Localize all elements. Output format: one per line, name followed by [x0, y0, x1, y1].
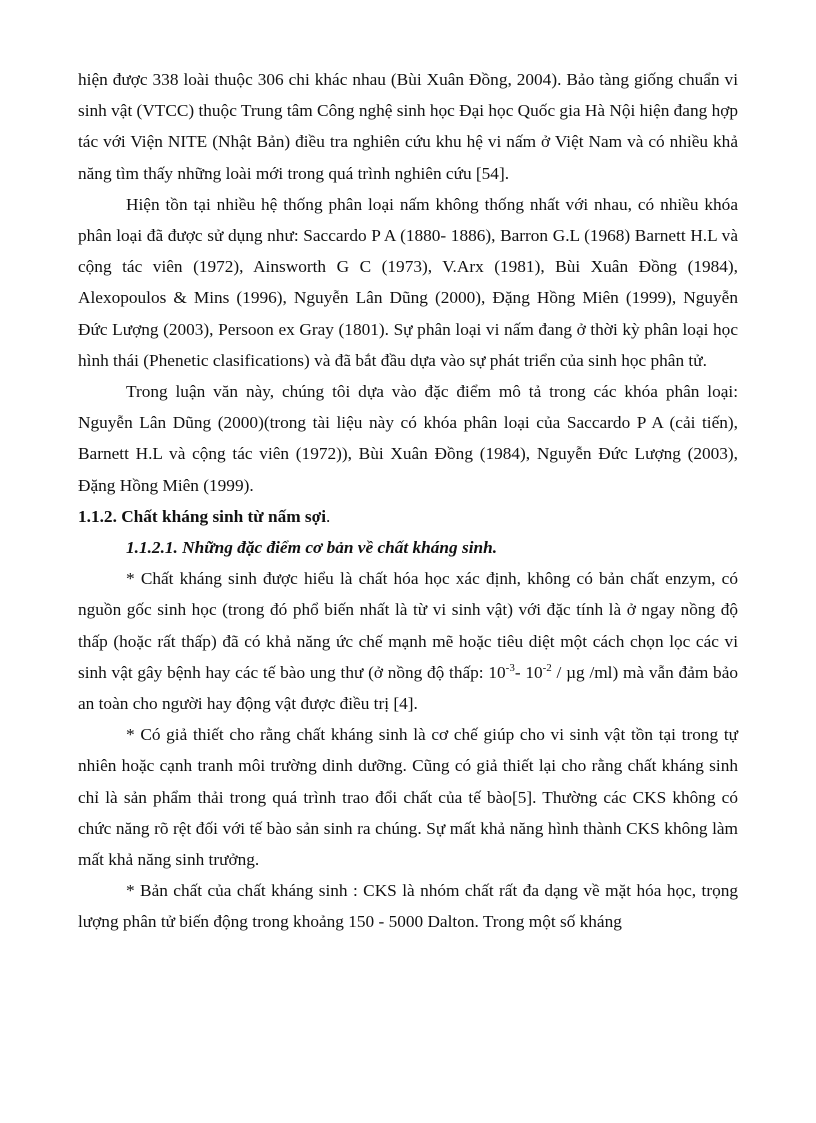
section-heading [78, 501, 738, 532]
document-page [78, 64, 738, 938]
paragraph-4-text-a: * Chất kháng sinh được hiểu là chất hóa học xác định, không có bản chất enzym, có nguồn gốc sinh học (trong đó phổ biến nhất là từ vi sinh vật) với đặc tính là ở ngay nồng độ thấp (hoặc rất thấp) đã có khả năng ức chế mạnh mẽ hoặc tiêu diệt một cách chọn lọc các vi sinh vật gây bệnh hay các tế bào ung thư (ở nồng độ thấp: 10 [78, 569, 738, 682]
paragraph-4-text-c: / µg /ml) mà vẫn đảm bảo an toàn cho người hay động vật được điều trị [4]. [78, 662, 739, 714]
paragraph-2: Hiện tồn tại nhiều hệ thống phân loại nấm không thống nhất với nhau, có nhiều khóa phân loại đã được sử dụng như: Saccardo P A (1880- 1886), Barron G.L (1968) Barnett H.L và cộng tác viên (1972), Ainsworth G C (1973), V.Arx (1981), Bùi Xuân Đồng (1984), Alexopoulos & Mins (1996), Nguyễn Lân Dũng (2000), Đặng Hồng Miên (1999), Nguyễn Đức Lượng (2003), Persoon ex Gray (1801). Sự phân loại vi nấm đang ở thời kỳ phân loại học hình thái (Phenetic clasifications) và đã bắt đầu dựa vào sự phát triển của sinh học phân tử. [78, 194, 738, 370]
exponent-2: -2 [542, 662, 552, 675]
paragraph-6: * Bản chất của chất kháng sinh : CKS là nhóm chất rất đa dạng về mặt hóa học, trọng lượng phân tử biến động trong khoảng 150 - 5000 Dalton. Trong một số kháng [78, 881, 738, 932]
paragraph-5: * Có giả thiết cho rằng chất kháng sinh là cơ chế giúp cho vi sinh vật tồn tại trong tự nhiên hoặc cạnh tranh môi trường dinh dưỡng. Cũng có giả thiết lại cho rằng chất kháng sinh chỉ là sản phẩm thải trong quá trình trao đổi chất của tế bào[5]. Thường các CKS không có chức năng rõ rệt đối với tế bào sản sinh ra chúng. Sự mất khả năng hình thành CKS không làm mất khả năng sinh trưởng. [78, 725, 738, 870]
exponent-1: -3 [505, 662, 515, 675]
paragraph-4-text-b: - 10 [514, 662, 543, 682]
subsection-heading: 1.1.2.1. Những đặc điểm cơ bản về chất kháng sinh. [126, 538, 498, 558]
section-heading-text: 1.1.2. Chất kháng sinh từ nấm sợi [78, 506, 327, 526]
paragraph-4 [78, 563, 738, 719]
paragraph-3: Trong luận văn này, chúng tôi dựa vào đặc điểm mô tả trong các khóa phân loại: Nguyễn Lân Dũng (2000)(trong tài liệu này có khóa phân loại của Saccardo P A (cải tiến), Barnett H.L và cộng tác viên (1972)), Bùi Xuân Đồng (1984), Nguyễn Đức Lượng (2003), Đặng Hồng Miên (1999). [78, 382, 738, 495]
paragraph-1: hiện được 338 loài thuộc 306 chi khác nhau (Bùi Xuân Đồng, 2004). Bảo tàng giống chuẩn vi sinh vật (VTCC) thuộc Trung tâm Công nghệ sinh học Đại học Quốc gia Hà Nội hiện đang hợp tác với Viện NITE (Nhật Bản) điều tra nghiên cứu khu hệ vi nấm ở Việt Nam và có nhiều khả năng tìm thấy những loài mới trong quá trình nghiên cứu [54]. [78, 70, 738, 183]
section-heading-period: . [326, 506, 331, 526]
